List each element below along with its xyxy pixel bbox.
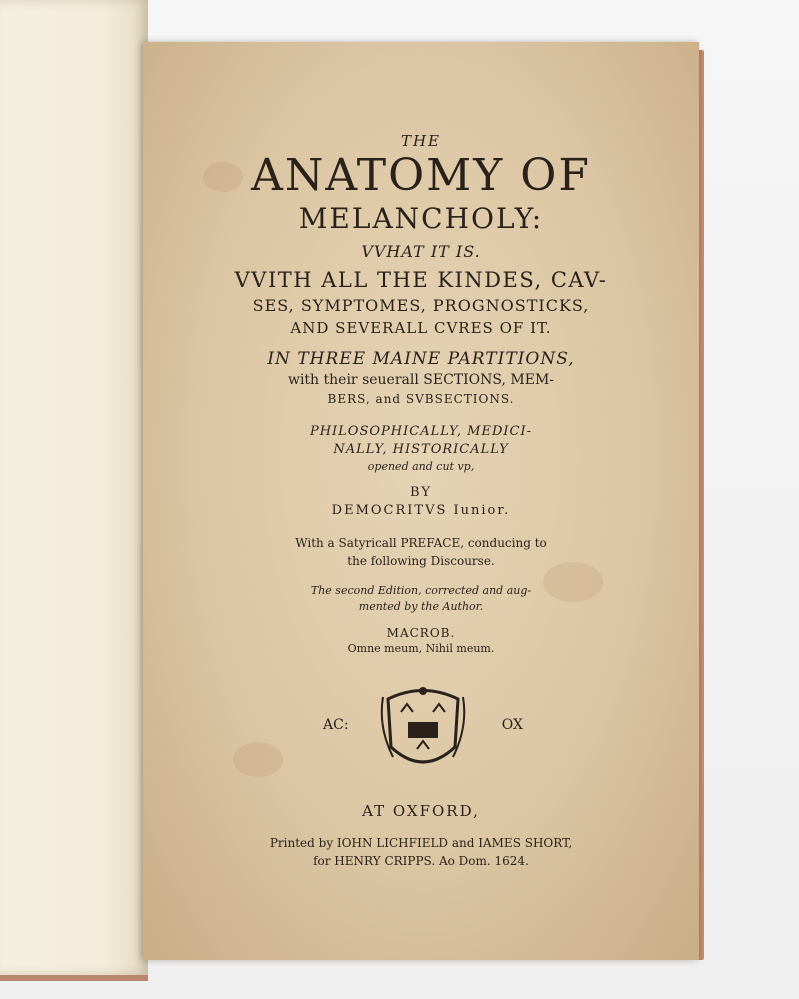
crest-icon	[323, 677, 523, 787]
subtitle-what: VVHAT IT IS.	[361, 242, 481, 261]
left-flyleaf-page	[0, 0, 148, 981]
motto-line: Omne meum, Nihil meum.	[347, 642, 495, 655]
by-line: BY	[410, 485, 432, 500]
edition-line: The second Edition, corrected and aug-	[310, 584, 532, 597]
imprint-printers: Printed by IOHN LICHFIELD and IAMES SHORT,	[269, 836, 573, 850]
title-anatomy: ANATOMY OF	[251, 150, 591, 201]
subtitle-with: VVITH ALL THE KINDES, CAV-	[234, 268, 608, 292]
subsections-line: BERS, and SVBSECTIONS.	[327, 392, 515, 406]
historically-line: NALLY, HISTORICALLY	[333, 442, 509, 457]
imprint-publisher: for HENRY CRIPPS. Ao Dom. 1624.	[313, 854, 529, 868]
title-page	[143, 42, 699, 960]
macrob-line: MACROB.	[386, 626, 456, 640]
partitions-line: IN THREE MAINE PARTITIONS,	[267, 349, 575, 369]
foxing-stain	[233, 742, 283, 777]
oxford-arms-emblem	[323, 677, 523, 787]
emblem-right-text: OX	[501, 717, 523, 733]
imprint-place: AT OXFORD,	[362, 802, 480, 820]
discourse-line: the following Discourse.	[347, 554, 495, 568]
opened-line: opened and cut vp,	[367, 460, 475, 473]
subtitle-cures: AND SEVERALL CVRES OF IT.	[290, 319, 552, 337]
sections-line: with their seuerall SECTIONS, MEM-	[287, 372, 555, 388]
title-the: THE	[400, 132, 442, 150]
preface-line: With a Satyricall PREFACE, conducing to	[295, 536, 547, 550]
author-augmented-line: mented by the Author.	[358, 600, 484, 613]
emblem-left-text: AC:	[323, 717, 349, 733]
author-line: DEMOCRITVS Iunior.	[331, 503, 511, 518]
title-melancholy: MELANCHOLY:	[298, 202, 544, 235]
philosophically-line: PHILOSOPHICALLY, MEDICI-	[309, 424, 533, 439]
subtitle-causes: SES, SYMPTOMES, PROGNOSTICKS,	[252, 296, 590, 315]
